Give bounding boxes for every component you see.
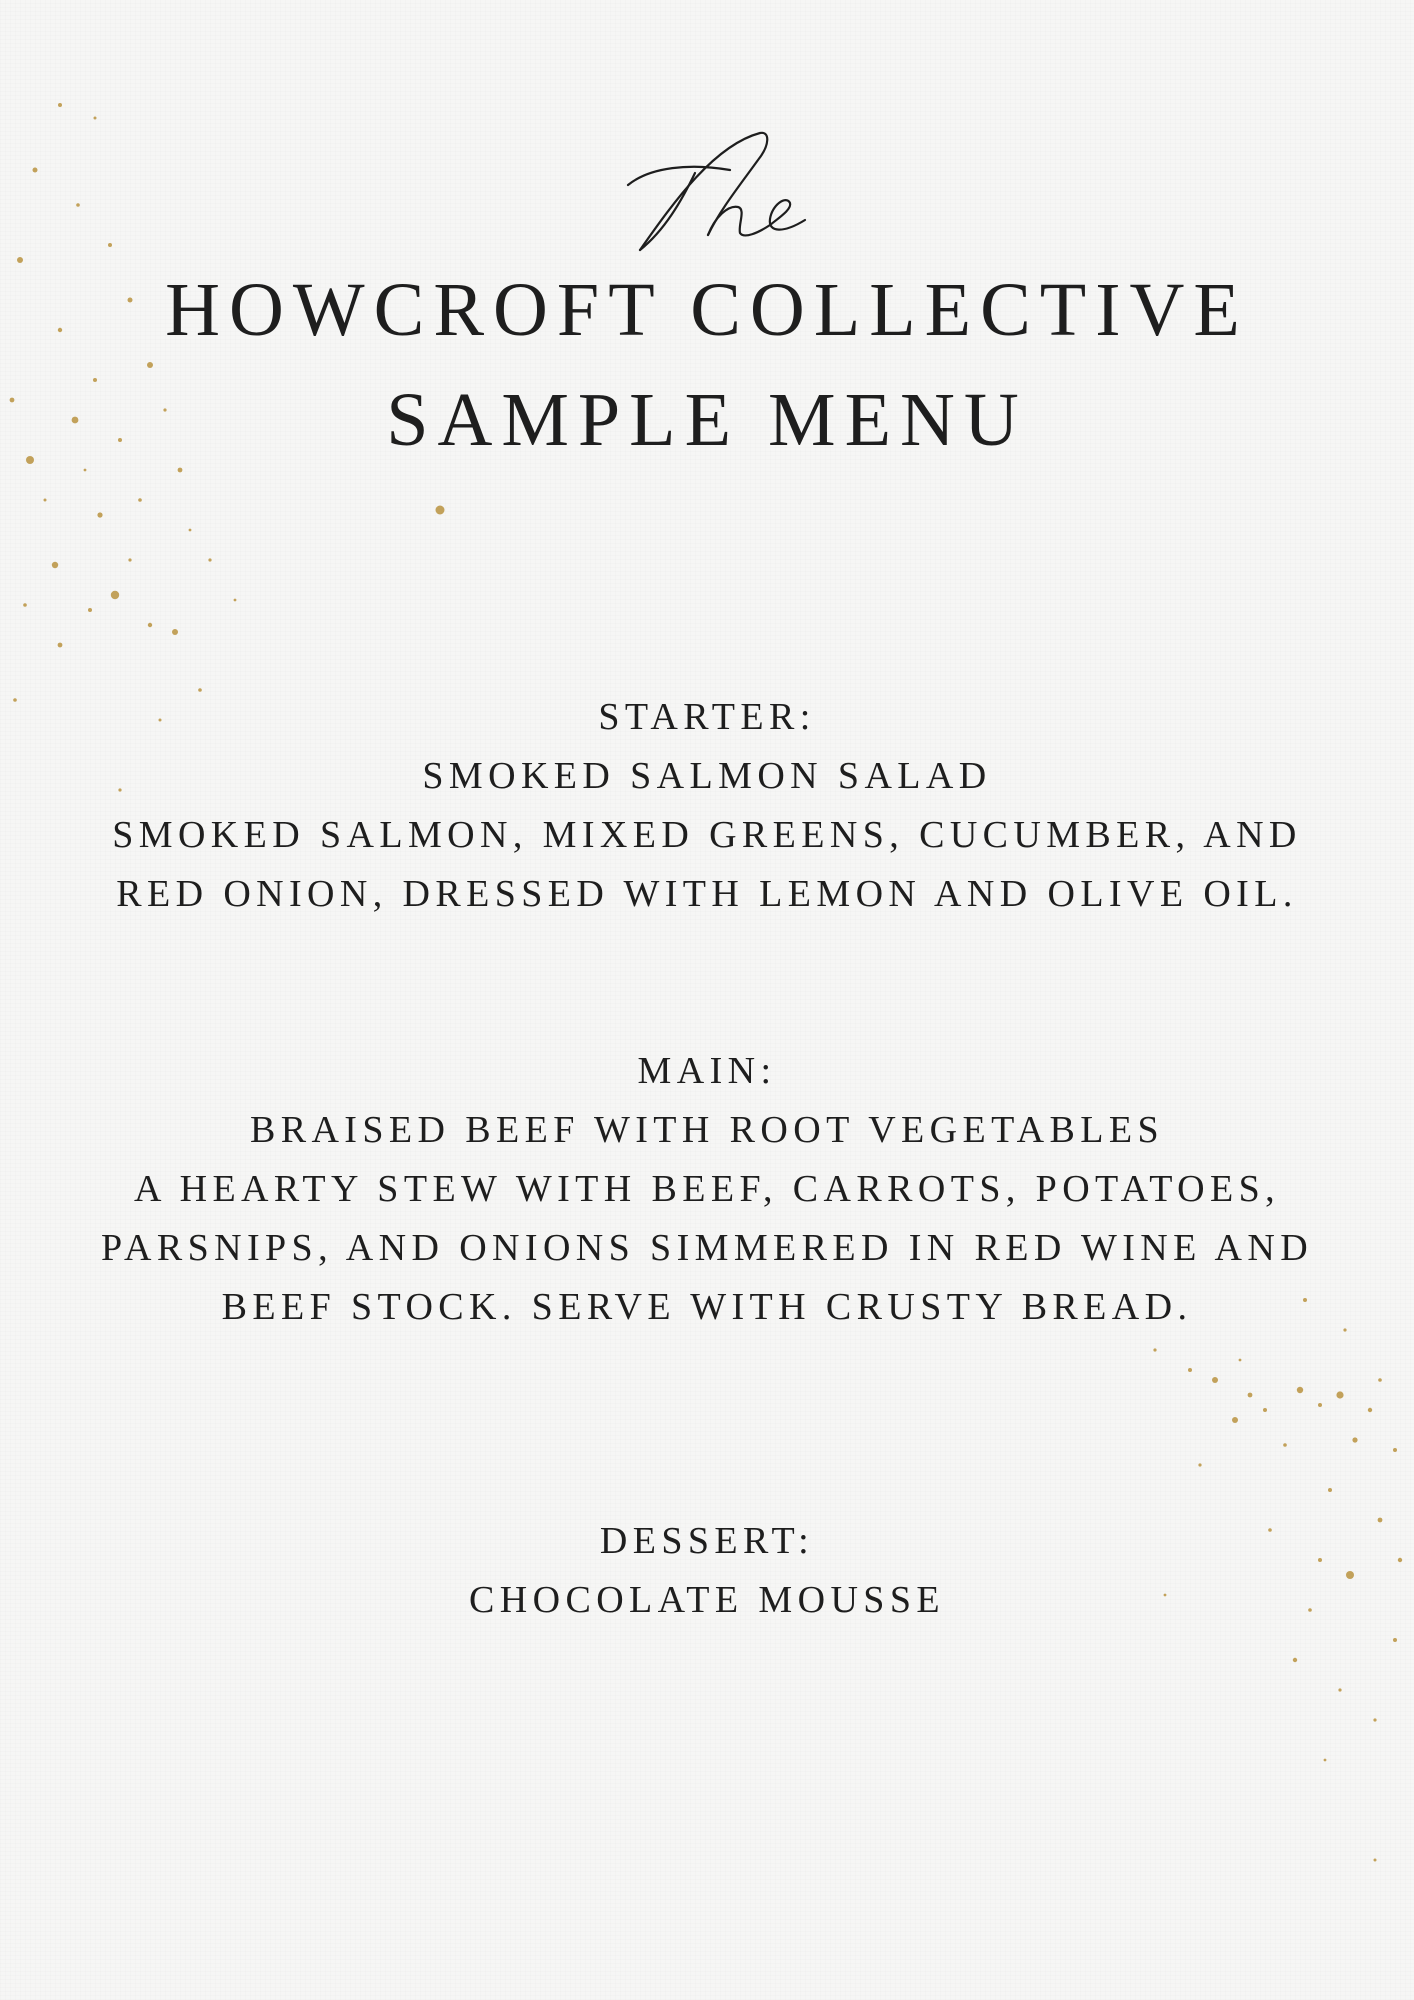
starter-description-line: RED ONION, DRESSED WITH LEMON AND OLIVE OIL. [116, 873, 1298, 915]
main-description-line: BEEF STOCK. SERVE WITH CRUSTY BREAD. [221, 1286, 1193, 1328]
starter-description-line: SMOKED SALMON, MIXED GREENS, CUCUMBER, AND [112, 814, 1302, 856]
starter-dish-name: SMOKED SALMON SALAD [422, 755, 992, 797]
main-description-line: A HEARTY STEW WITH BEEF, CARROTS, POTATOES, [133, 1168, 1281, 1210]
script-the-lettering [620, 125, 810, 265]
dessert-heading: DESSERT: [599, 1520, 815, 1562]
menu-title-line-2: SAMPLE MENU [386, 378, 1028, 462]
starter-heading: STARTER: [598, 696, 816, 738]
main-dish-name: BRAISED BEEF WITH ROOT VEGETABLES [249, 1109, 1165, 1151]
main-section [0, 1042, 1414, 1337]
dessert-dish-name: CHOCOLATE MOUSSE [469, 1579, 945, 1621]
starter-section [0, 688, 1414, 924]
menu-title-line-1: HOWCROFT COLLECTIVE [165, 268, 1249, 352]
main-description-line: PARSNIPS, AND ONIONS SIMMERED IN RED WINE AND [100, 1227, 1314, 1269]
main-heading: MAIN: [637, 1050, 777, 1092]
dessert-section [0, 1512, 1414, 1630]
